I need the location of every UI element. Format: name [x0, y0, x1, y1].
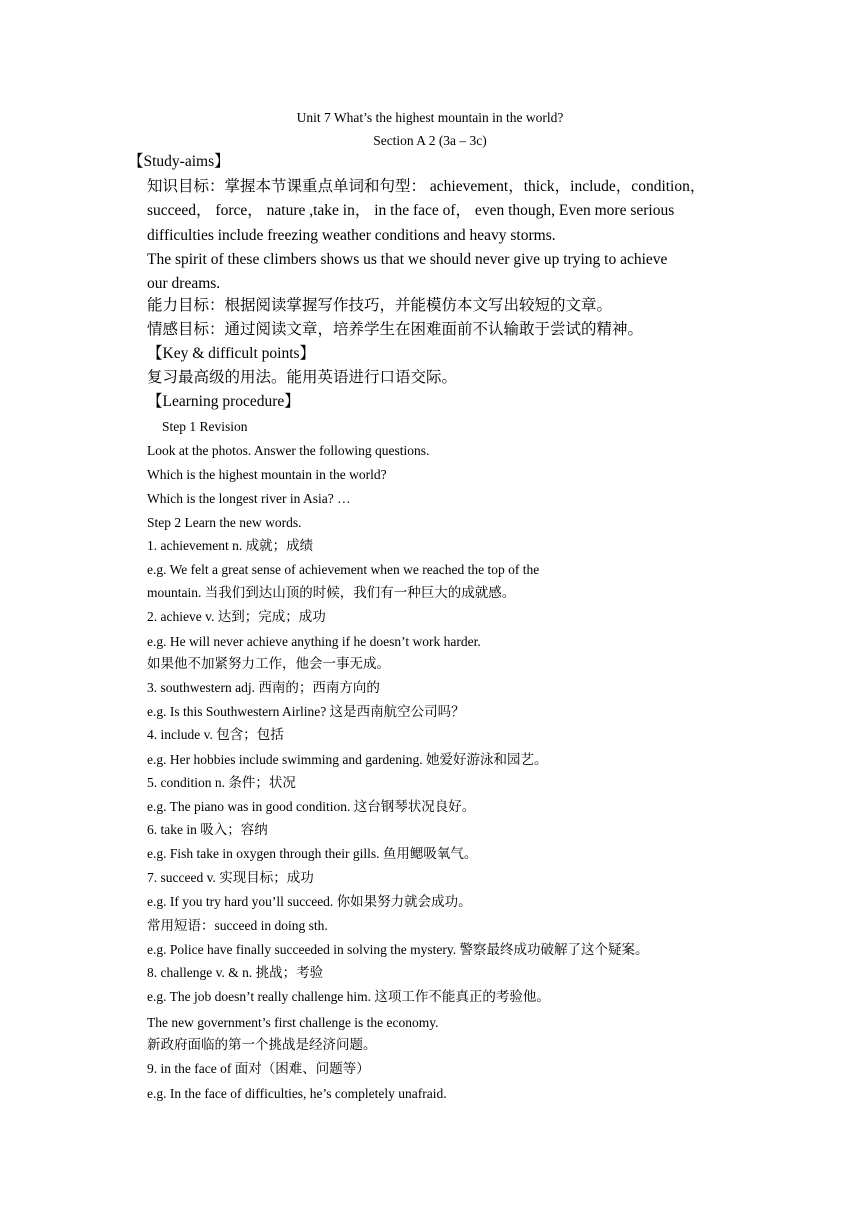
procedure-line: e.g. He will never achieve anything if he doesn’t work harder. — [147, 634, 481, 649]
procedure-line: e.g. The job doesn’t really challenge him. 这项工作不能真正的考验他。 — [147, 989, 550, 1004]
procedure-line: 8. challenge v. & n. 挑战；考验 — [147, 965, 324, 980]
aims-line-4: The spirit of these climbers shows us that we should never give up trying to achieve — [147, 251, 668, 268]
procedure-line: e.g. Is this Southwestern Airline? 这是西南航空公司吗？ — [147, 704, 465, 719]
unit-title: Unit 7 What’s the highest mountain in the world? — [296, 110, 564, 125]
procedure-line: Step 1 Revision — [162, 419, 248, 434]
key-points-heading: 【Key & difficult points】 — [147, 345, 316, 362]
procedure-line: mountain. 当我们到达山顶的时候，我们有一种巨大的成就感。 — [147, 585, 516, 600]
procedure-line: Look at the photos. Answer the following questions. — [147, 443, 430, 458]
procedure-line: 常用短语：succeed in doing sth. — [147, 918, 328, 933]
procedure-line: e.g. We felt a great sense of achievement when we reached the top of the — [147, 562, 540, 577]
procedure-line: Which is the highest mountain in the world? — [147, 467, 387, 482]
procedure-line: 如果他不加紧努力工作，他会一事无成。 — [147, 656, 390, 671]
procedure-line: e.g. Her hobbies include swimming and gardening. 她爱好游泳和园艺。 — [147, 752, 548, 767]
procedure-line: e.g. Fish take in oxygen through their gills. 鱼用鳃吸氧气。 — [147, 846, 478, 861]
procedure-line: e.g. In the face of difficulties, he’s completely unafraid. — [147, 1086, 447, 1101]
section-subtitle: Section A 2 (3a – 3c) — [373, 133, 487, 148]
procedure-line: Step 2 Learn the new words. — [147, 515, 302, 530]
procedure-line: e.g. The piano was in good condition. 这台钢琴状况良好。 — [147, 799, 476, 814]
procedure-line: 1. achievement n. 成就；成绩 — [147, 538, 314, 553]
procedure-line: 7. succeed v. 实现目标；成功 — [147, 870, 314, 885]
procedure-line: The new government’s first challenge is the economy. — [147, 1015, 439, 1030]
procedure-line: 9. in the face of 面对（困难、问题等） — [147, 1061, 370, 1076]
procedure-heading: 【Learning procedure】 — [147, 393, 300, 410]
emotion-aim: 情感目标：通过阅读文章，培养学生在困难面前不认输敢于尝试的精神。 — [147, 321, 644, 338]
procedure-line: 5. condition n. 条件；状况 — [147, 775, 296, 790]
procedure-line: 2. achieve v. 达到；完成；成功 — [147, 609, 326, 624]
procedure-line: 4. include v. 包含；包括 — [147, 727, 284, 742]
procedure-line: e.g. Police have finally succeeded in solving the mystery. 警察最终成功破解了这个疑案。 — [147, 942, 649, 957]
aims-line-3: difficulties include freezing weather conditions and heavy storms. — [147, 227, 556, 244]
procedure-line: e.g. If you try hard you’ll succeed. 你如果努力就会成功。 — [147, 894, 472, 909]
key-points-text: 复习最高级的用法。能用英语进行口语交际。 — [147, 369, 458, 386]
procedure-line: Which is the longest river in Asia? … — [147, 491, 351, 506]
ability-aim: 能力目标：根据阅读掌握写作技巧，并能模仿本文写出较短的文章。 — [147, 297, 613, 314]
procedure-line: 6. take in 吸入；容纳 — [147, 822, 268, 837]
study-aims-heading: 【Study-aims】 — [128, 153, 230, 170]
aims-line-2: succeed， force， nature ,take in， in the face of， even though, Even more serious — [147, 202, 675, 219]
procedure-line: 3. southwestern adj. 西南的；西南方向的 — [147, 680, 380, 695]
procedure-line: 新政府面临的第一个挑战是经济问题。 — [147, 1037, 377, 1052]
aims-line-5: our dreams. — [147, 275, 221, 292]
aims-line-1: 知识目标：掌握本节课重点单词和句型： achievement，thick，include，condition， — [147, 178, 706, 195]
